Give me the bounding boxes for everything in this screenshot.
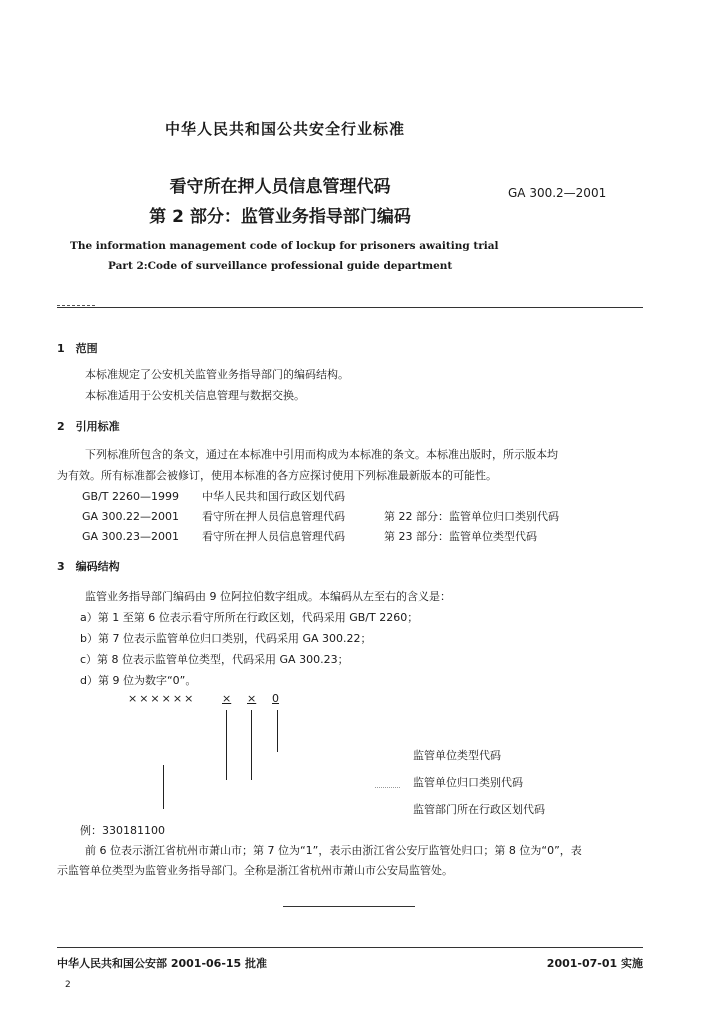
connector-line-digit-8 [251,710,252,780]
code-digit-9: 0 [272,692,279,705]
page-number: 2 [65,980,71,990]
section-2-heading: 2 引用标准 [57,420,120,433]
implementation-date: 2001-07-01 实施 [546,957,643,970]
code-digit-8: × [247,692,257,705]
connector-line-digit-9 [277,710,278,752]
example-line-1: 前 6 位表示浙江省杭州市萧山市；第 7 位为“1”，表示由浙江省公安厅监管处归口；第 8 位为“0”，表 [85,844,582,857]
reference-code: GB/T 2260—1999 [82,490,179,503]
code-digit-7: × [222,692,232,705]
reference-code: GA 300.22—2001 [82,510,180,523]
english-title-line-2: Part 2:Code of surveillance professional guide department [108,260,453,272]
end-rule [283,906,415,907]
label-region-code: 监管部门所在行政区划代码 [413,803,545,816]
connector-line-digits-1-6 [163,765,164,809]
section-3-intro: 监管业务指导部门编码由 9 位阿拉伯数字组成。本编码从左至右的含义是： [85,590,451,603]
section-1-para-1: 本标准规定了公安机关监管业务指导部门的编码结构。 [85,368,349,381]
title-line-1: 看守所在押人员信息管理代码 [169,177,391,197]
label-unit-type-code: 监管单位类型代码 [413,749,501,762]
footer-divider [57,947,643,948]
reference-name: 看守所在押人员信息管理代码 [202,510,345,523]
standard-number: GA 300.2—2001 [508,186,607,200]
code-digits-1-6: ×××××× [128,692,196,705]
reference-row [82,508,559,524]
header-divider [57,307,643,308]
reference-name: 中华人民共和国行政区划代码 [202,490,345,503]
reference-part: 第 22 部分：监管单位归口类别代码 [384,510,559,523]
english-title-line-1: The information management code of lockup for prisoners awaiting trial [70,240,499,252]
section-1-heading: 1 范围 [57,342,98,355]
title-line-2: 第 2 部分：监管业务指导部门编码 [149,207,411,227]
standard-organization: 中华人民共和国公共安全行业标准 [164,120,405,138]
section-1-para-2: 本标准适用于公安机关信息管理与数据交换。 [85,389,305,402]
reference-row [82,528,537,544]
reference-part: 第 23 部分：监管单位类型代码 [384,530,537,543]
section-3-item-b: b）第 7 位表示监管单位归口类别，代码采用 GA 300.22； [80,632,372,645]
label-unit-category-code: 监管单位归口类别代码 [413,776,523,789]
section-2-para-line-2: 为有效。所有标准都会被修订，使用本标准的各方应探讨使用下列标准最新版本的可能性。 [57,469,497,482]
example-line-2: 示监管单位类型为监管业务指导部门。全称是浙江省杭州市萧山市公安局监管处。 [57,864,453,877]
header-dash [57,305,95,306]
section-2-para-line-1: 下列标准所包含的条文，通过在本标准中引用而构成为本标准的条文。本标准出版时，所示版本均 [85,448,558,461]
approval-date: 中华人民共和国公安部 2001-06-15 批准 [57,957,268,970]
section-3-heading: 3 编码结构 [57,560,120,573]
reference-code: GA 300.23—2001 [82,530,180,543]
reference-name: 看守所在押人员信息管理代码 [202,530,345,543]
section-3-item-c: c）第 8 位表示监管单位类型，代码采用 GA 300.23； [80,653,349,666]
reference-row [82,488,384,504]
connector-line-digit-7 [226,710,227,780]
example-label: 例：330181100 [80,824,165,837]
section-3-item-d: d）第 9 位为数字“0”。 [80,674,197,687]
leader-dots [375,787,400,788]
section-3-item-a: a）第 1 至第 6 位表示看守所所在行政区划，代码采用 GB/T 2260； [80,611,419,624]
